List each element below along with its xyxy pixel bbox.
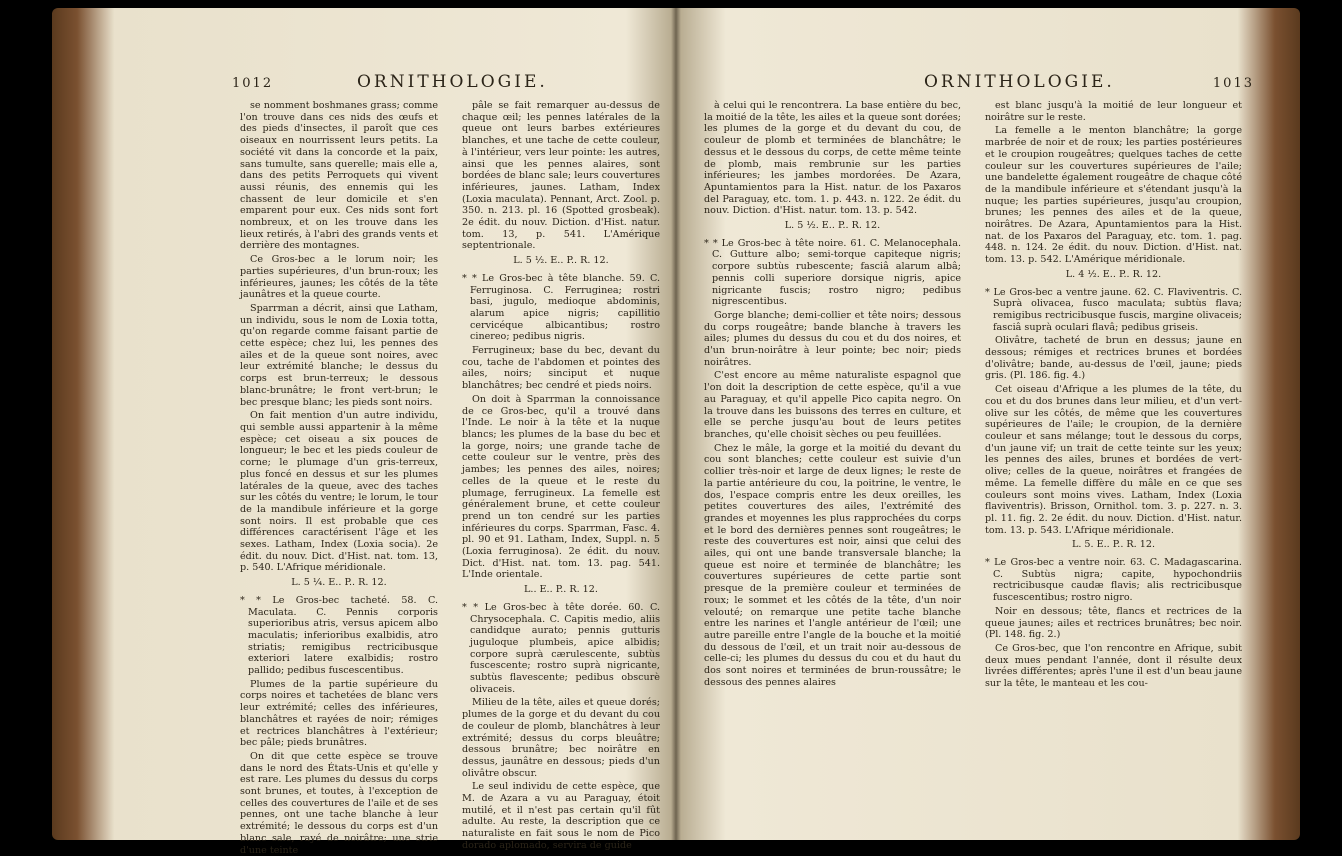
text-columns [692, 100, 1272, 828]
page-header [92, 28, 672, 92]
species-entry: * Le Gros-bec a ventre jaune. 62. C. Flaviventris. C. Suprà olivacea, fusco maculata; subtùs flava; remigibus rectricibusque fuscis, margine olivaceis; fasciâ suprà oculari flavâ; pedibus griseis. [985, 286, 1242, 333]
text-columns [92, 100, 672, 856]
paragraph: Gorge blanche; demi-collier et tête noirs; dessous du corps rougeâtre; bande blanche à travers les ailes; plumes du dessus du cou et du dos noires, et d'un brun-noirâtre à leur pointe; bec noir; pieds noirâtres. [704, 309, 961, 368]
measurement-line: L. 4 ½. E.. P.. R. 12. [1065, 268, 1162, 280]
paragraph: Olivâtre, tacheté de brun en dessus; jaune en dessous; rémiges et rectrices brunes et bordées d'olivâtre; bande, au-dessus de l'œil, jaune; pieds gris. (Pl. 186. fig. 4.) [985, 335, 1242, 382]
paragraph: Noir en dessous; tête, flancs et rectrices de la queue jaunes; ailes et rectrices brunâtres; bec noir. (Pl. 148. fig. 2.) [985, 605, 1242, 641]
species-entry: * * Le Gros-bec à tête noire. 61. C. Melanocephala. C. Gutture albo; semi-torque capiteque nigris; corpore subtùs rubescente; fasciâ alarum albâ; pennis colli superiore dorsique nigris, apice nigricante fuscis; rostro nigro; pedibus nigrescentibus. [704, 237, 961, 308]
measurement-line: L.. E.. P.. R. 12. [524, 584, 598, 596]
species-entry: * * Le Gros-bec à tête dorée. 60. C. Chrysocephala. C. Capitis medio, aliis candidque aurato; pennis gutturis juguloque plumbeis, apice albidis; corpore suprà cærulescente, subtùs fuscescente; rostro suprà nigricante, subtùs flavescente; pedibus obscurè olivaceis. [462, 601, 660, 695]
paragraph: à celui qui le rencontrera. La base entière du bec, la moitié de la tête, les ailes et la queue sont dorées; les plumes de la gorge et du devant du cou, de couleur de plomb et terminées de blanchâtre; le dessus et le dessous du corps, de cette même teinte de plomb, mais rembrunie sur les parties inférieures; les jambes mordorées. De Azara, Apuntamientos para la Hist. natur. de los Paxaros del Paraguay, etc. tom. 1. p. 443. n. 122. 2e édit. du nouv. Diction. d'Hist. natur. tom. 13. p. 542. [704, 100, 961, 217]
paragraph: Plumes de la partie supérieure du corps noires et tachetées de blanc vers leur extrémité; celles des inférieures, blanchâtres et rayées de noir; rémiges et rectrices blanchâtres à l'extérieur; bec pâle; pieds brunâtres. [240, 678, 438, 749]
paragraph: Ce Gros-bec, que l'on rencontre en Afrique, subit deux mues pendant l'année, dont il résulte deux livrées différentes; après l'une il est d'un beau jaune sur la tête, le manteau et les cou- [985, 642, 1242, 690]
paragraph: La femelle a le menton blanchâtre; la gorge marbrée de noir et de roux; les parties postérieures et le croupion rougeâtres; quelques taches de cette couleur sur les couvertures supérieures de l'aile; une bandelette également rougeâtre de chaque côté de la mandibule inférieure et s'étendant jusqu'à la nuque; les parties supérieures, jusqu'au croupion, brunes; les pennes des ailes et de la queue, noirâtres. De Azara, Apuntamientos para la Hist. nat. de los Paxaros del Paraguay, etc. tom. 1. pag. 448. n. 124. 2e édit. du nouv. Diction. d'Hist. nat. tom. 13. p. 542. L'Amérique méridionale. [985, 125, 1242, 266]
column-2 [450, 100, 672, 851]
paragraph: On fait mention d'un autre individu, qui semble aussi appartenir à la même espèce; cet oiseau a six pouces de longueur; le bec et les pieds couleur de corne; le plumage d'un gris-terreux, plus foncé en dessus et sur les plumes latérales de la queue, avec des taches sur les côtés du ventre; le lorum, le tour de la mandibule inférieure et la gorge sont noirs. Il est probable que ces différences caractérisent l'âge et les sexes. Latham, Index (Loxia socia). 2e édit. du nouv. Dict. d'Hist. nat. tom. 13, p. 540. L'Afrique méridionale. [240, 410, 438, 574]
paragraph: On dit que cette espèce se trouve dans le nord des États-Unis et qu'elle y est rare. Les plumes du dessus du corps sont brunes, et toutes, à l'exception de celles des couvertures de l'aile et de ses pennes, ont une tache blanche à leur extrémité; le dessous du corps est d'un blanc sale, rayé de noirâtre; une strie d'une teinte [240, 750, 438, 856]
measurement-line: L. 5 ¼. E.. P.. R. 12. [291, 577, 387, 589]
paragraph: Sparrman a décrit, ainsi que Latham, un individu, sous le nom de Loxia totta, qu'on regarde comme faisant partie de cette espèce; chez lui, les pennes des ailes et de la queue sont noires, avec leur extrémité blanche; le dessus du corps est brun-terreux; le dessous blanc-brunâtre; le front vert-brun; le bec presque blanc; les pieds sont noirs. [240, 302, 438, 408]
running-title: ORNITHOLOGIE. [924, 72, 1115, 92]
paragraph: Chez le mâle, la gorge et la moitié du devant du cou sont blanches; cette couleur est suivie d'un collier très-noir et large de deux lignes; le reste de la partie antérieure du cou, la poitrine, le ventre, le dos, l'espace compris entre les deux oreilles, les petites couvertures des ailes, l'extrémité des grandes et moyennes les plus rapprochées du corps et le bord des dernières pennes sont rougeâtres; le reste des couvertures est noir, ainsi que celui des ailes, qui ont une bande transversale blanche; la queue est noire et terminée de blanchâtre; les couvertures supérieures de cette partie sont presque de la première couleur et terminées de roux; le sommet et les côtés de la tête, d'un noir velouté; on remarque une petite tache blanche entre les narines et l'angle antérieur de l'œil; une autre pareille entre l'angle de la bouche et la moitié du dessous de l'œil, et un trait noir au-dessous de celle-ci; les plumes du dessus du cou et du haut du dos sont noires et terminées de brun-roussâtre; le dessous des pennes alaires [704, 442, 961, 688]
species-entry: * * Le Gros-bec à tête blanche. 59. C. Ferruginosa. C. Ferruginea; rostri basi, jugulo, medioque abdominis, alarum apice nigris; capillitio cervicéque albicantibus; rostro cinereo; pedibus nigris. [462, 272, 660, 343]
page-number: 1013 [1212, 76, 1254, 91]
right-page [692, 28, 1272, 828]
paragraph: Milieu de la tête, ailes et queue dorés; plumes de la gorge et du devant du cou de couleur de plomb, blanchâtres à leur extrémité; dessus du corps bleuâtre; dessous brunâtre; bec noirâtre en dessus, jaunâtre en dessous; pieds d'un olivâtre obscur. [462, 697, 660, 779]
paragraph: Ce Gros-bec a le lorum noir; les parties supérieures, d'un brun-roux; les inférieures, jaunes; les côtés de la tête jaunâtres et la queue courte. [240, 254, 438, 301]
species-entry: * Le Gros-bec a ventre noir. 63. C. Madagascarina. C. Subtùs nigra; capite, hypochondriis rectricibusque caudæ flavis; alis rectricibusque fuscescentibus; rostro nigro. [985, 557, 1242, 604]
species-entry: * * Le Gros-bec tacheté. 58. C. Maculata. C. Pennis corporis superioribus atris, versus apicem albo maculatis; inferioribus exalbidis, atro striatis; remigibus rectricibusque exteriori latere exalbidis; rostro pallido; pedibus fuscescentibus. [240, 594, 438, 677]
paragraph: Le seul individu de cette espèce, que M. de Azara a vu au Paraguay, étoit mutilé, et il n'est pas certain qu'il fût adulte. Au reste, la description que ce naturaliste en fait sous le nom de Pico dorado aplomado, servira de guide [462, 781, 660, 851]
book-spread [52, 8, 1300, 856]
paragraph: On doit à Sparrman la connoissance de ce Gros-bec, qu'il a trouvé dans l'Inde. Le noir à la tête et la nuque blancs; les plumes de la base du bec et la gorge, noirs; une grande tache de cette couleur sur le ventre, près des jambes; les pennes des ailes, noires; celles de la queue et le reste du plumage, ferrugineux. La femelle est généralement brune, et cette couleur prend un ton cendré sur les parties inférieures du corps. Sparrman, Fasc. 4. pl. 90 et 91. Latham, Index, Suppl. n. 5 (Loxia ferruginosa). 2e édit. du nouv. Dict. d'Hist. nat. tom. 13. pag. 541. L'Inde orientale. [462, 393, 660, 581]
page-header [692, 28, 1272, 92]
page-number: 1012 [232, 76, 274, 91]
column-1 [92, 100, 450, 856]
paragraph: C'est encore au même naturaliste espagnol que l'on doit la description de cette espèce, qu'il a vue au Paraguay, et qu'il appelle Pico capita negro. On la trouve dans les buissons des terres en culture, et elle se perche jusqu'au bout de leurs petites branches, qu'elle choisit sèches ou peu feuillées. [704, 370, 961, 440]
measurement-line: L. 5 ½. E.. P.. R. 12. [513, 255, 609, 267]
paragraph: Ferrugineux; base du bec, devant du cou, tache de l'abdomen et pointes des ailes, noirs; sinciput et nuque blanchâtres; bec cendré et pieds noirs. [462, 345, 660, 392]
column-2 [973, 100, 1272, 828]
column-1 [692, 100, 973, 828]
measurement-line: L. 5. E.. P.. R. 12. [1071, 539, 1156, 551]
running-title: ORNITHOLOGIE. [357, 72, 548, 92]
measurement-line: L. 5 ½. E.. P.. R. 12. [784, 220, 881, 232]
paragraph: se nomment boshmanes grass; comme l'on trouve dans ces nids des œufs et des pieds d'insectes, il paroît que ces oiseaux en nourrissent leurs petits. La société vit dans la concorde et la paix, sans tumulte, sans querelle; mais elle a, dans des petits Perroquets qui vivent aussi réunis, des ennemis qui les chassent de leur domicile et s'en emparent pour eux. Ces nids sont fort nombreux, et on les trouve dans les lieux retirés, à l'abri des grands vents et derrière des montagnes. [240, 100, 438, 252]
paragraph: est blanc jusqu'à la moitié de leur longueur et noirâtre sur le reste. [985, 100, 1242, 123]
paragraph: pâle se fait remarquer au-dessus de chaque œil; les pennes latérales de la queue ont leurs barbes extérieures blanches, et une tache de cette couleur, à l'intérieur, vers leur pointe: les autres, ainsi que les pennes alaires, sont bordées de blanc sale; leurs couvertures inférieures, jaunes. Latham, Index (Loxia maculata). Pennant, Arct. Zool. p. 350. n. 213. pl. 16 (Spotted grosbeak). 2e édit. du nouv. Diction. d'Hist. natur. tom. 13, p. 541. L'Amérique septentrionale. [462, 100, 660, 252]
left-page [92, 28, 672, 856]
paragraph: Cet oiseau d'Afrique a les plumes de la tête, du cou et du dos brunes dans leur milieu, et d'un vert-olive sur les côtés, de même que les couvertures supérieures de l'aile; le croupion, de la dernière couleur et sans mélange; tout le dessous du corps, d'un jaune vif; un trait de cette teinte sur les yeux; les pennes des ailes, brunes et bordées de vert-olive; celles de la queue, noirâtres et frangées de même. La femelle diffère du mâle en ce que ses couleurs sont moins vives. Latham, Index (Loxia flaviventris). Brisson, Ornithol. tom. 3. p. 227. n. 3. pl. 11. fig. 2. 2e édit. du nouv. Diction. d'Hist. natur. tom. 13. p. 543. L'Afrique méridionale. [985, 384, 1242, 536]
